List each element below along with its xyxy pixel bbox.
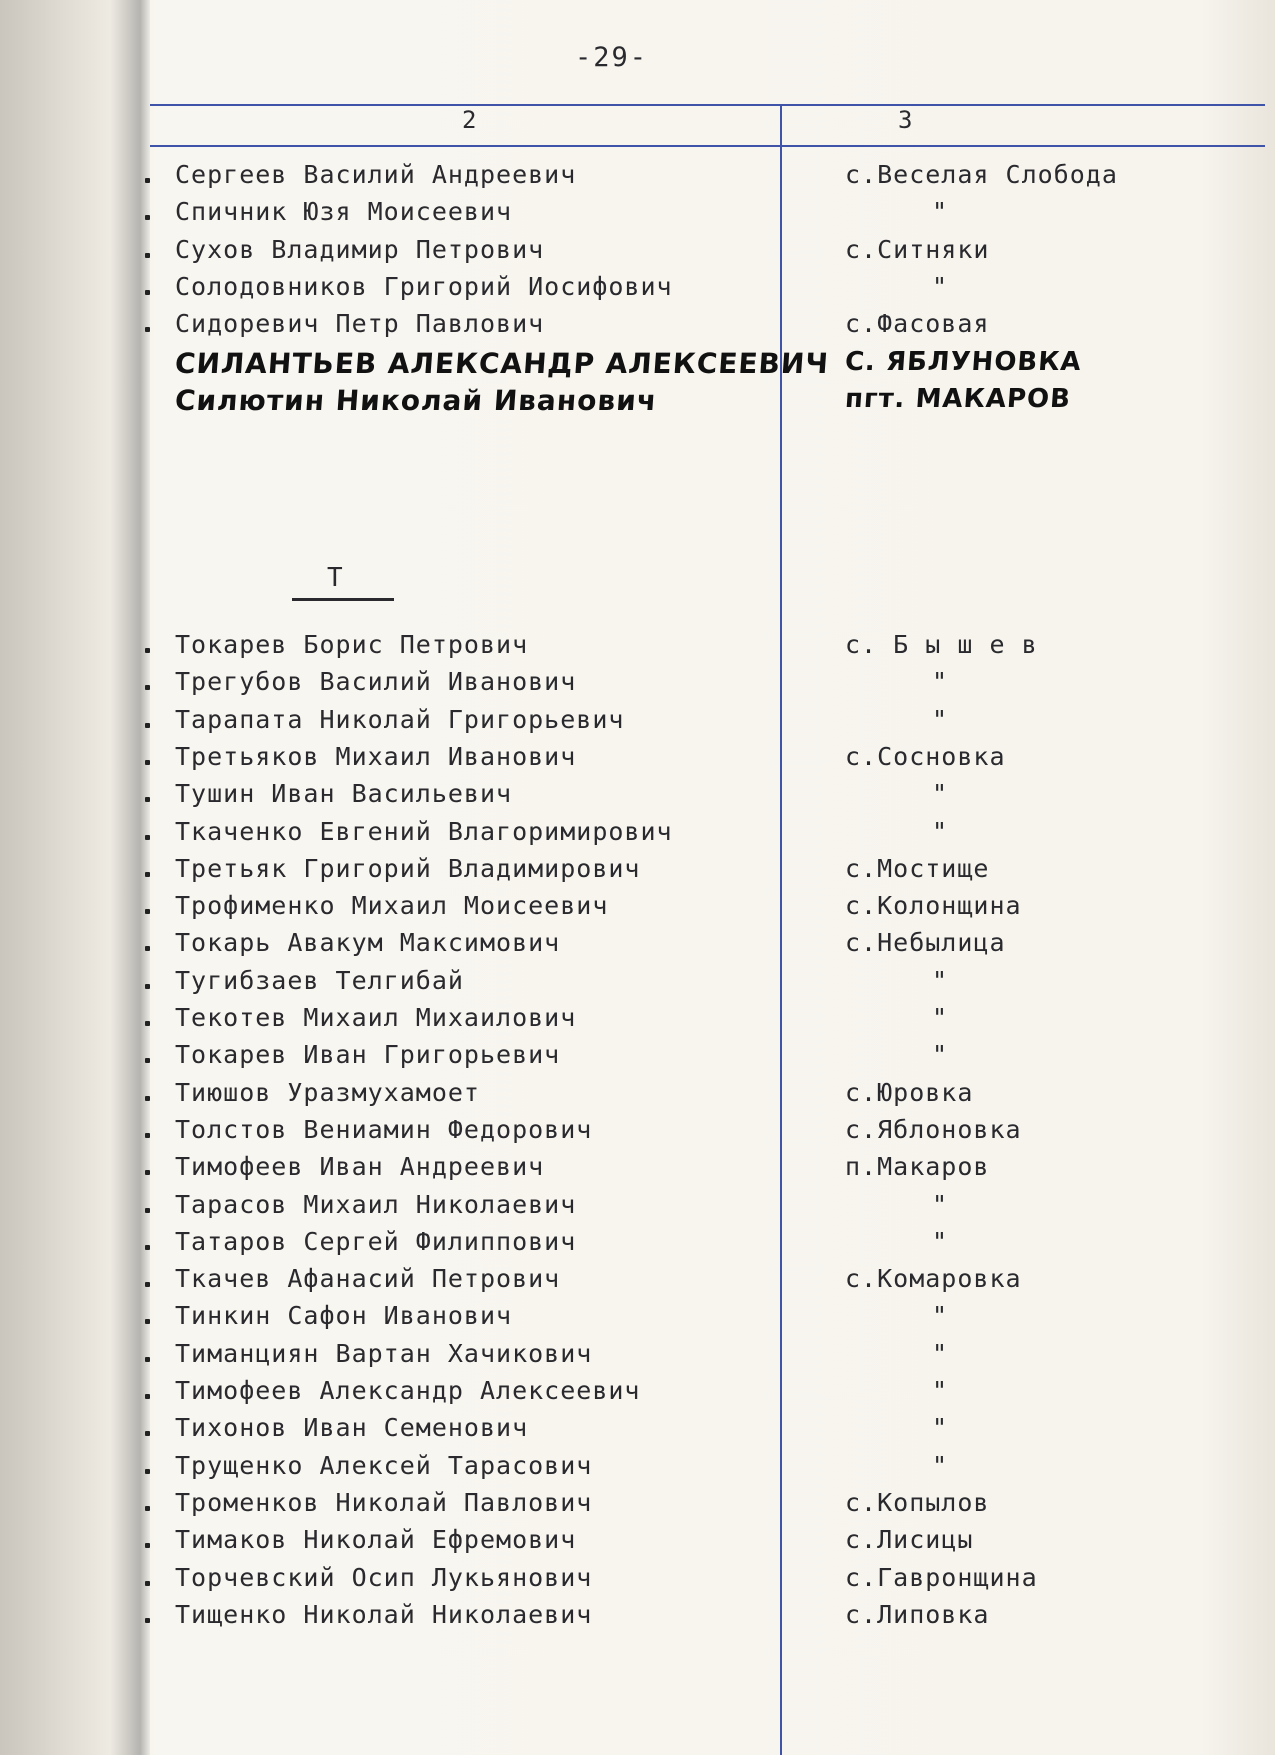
- person-name: Трофименко Михаил Моисеевич: [175, 891, 609, 921]
- person-name: Тарасов Михаил Николаевич: [175, 1189, 577, 1219]
- bullet-mark: [145, 648, 150, 653]
- bullet-mark: [145, 327, 150, 332]
- place-name: ": [932, 1189, 949, 1219]
- place-name: с.Мостище: [845, 853, 990, 883]
- place-name: ": [932, 965, 949, 995]
- list-item: [0, 1038, 1275, 1074]
- bullet-mark: [145, 1170, 150, 1175]
- bullet-mark: [145, 909, 150, 914]
- bullet-mark: [145, 215, 150, 220]
- bullet-mark: [145, 723, 150, 728]
- bullet-mark: [145, 290, 150, 295]
- person-name: Тимофеев Александр Алексеевич: [175, 1376, 641, 1405]
- place-name: п.Макаров: [845, 1152, 990, 1182]
- list-item: [0, 740, 1275, 776]
- person-name: Ткаченко Евгений Влагоримирович: [175, 816, 673, 846]
- place-name: ": [932, 197, 949, 227]
- bullet-mark: [145, 835, 150, 840]
- place-name: с.Сосновка: [845, 741, 1006, 771]
- person-name: Торчевский Осип Лукьянович: [175, 1562, 593, 1592]
- place-name: с.Веселая Слобода: [845, 160, 1118, 189]
- place-name: ": [932, 1040, 949, 1070]
- person-name: Трегубов Василий Иванович: [175, 667, 577, 697]
- list-item: [0, 195, 1275, 231]
- person-name: Третьяков Михаил Иванович: [175, 741, 577, 771]
- bullet-mark: [145, 1282, 150, 1287]
- list-item: [0, 889, 1275, 925]
- list-item: [0, 1262, 1275, 1298]
- place-name: ": [932, 1301, 949, 1331]
- bullet-mark: [145, 1618, 150, 1623]
- place-name: с.Яблоновка: [845, 1114, 1022, 1144]
- place-name: ": [932, 1450, 949, 1480]
- place-name: ": [932, 1413, 949, 1443]
- bullet-mark: [145, 1469, 150, 1474]
- person-name: Солодовников Григорий Иосифович: [175, 271, 673, 301]
- list-item: [0, 1523, 1275, 1559]
- page-number: -29-: [575, 42, 649, 73]
- list-item: [0, 270, 1275, 306]
- place-name: ": [932, 1376, 949, 1405]
- list-item: [0, 233, 1275, 269]
- bullet-mark: [145, 1394, 150, 1399]
- list-item: [0, 777, 1275, 813]
- place-name: ": [932, 1003, 949, 1032]
- table-header-rule: [150, 145, 1265, 147]
- place-name: с.Гавронщина: [845, 1562, 1038, 1592]
- place-name: пгт. МАКАРОВ: [843, 383, 1072, 414]
- person-name: Тарапата Николай Григорьевич: [175, 704, 625, 734]
- list-item: [0, 1113, 1275, 1149]
- column-header-3: 3: [898, 106, 913, 134]
- person-name: Тимофеев Иван Андреевич: [175, 1152, 545, 1182]
- person-name: Спичник Юзя Моисеевич: [175, 197, 513, 227]
- person-name: Тихонов Иван Семенович: [175, 1413, 529, 1443]
- place-name: ": [932, 704, 949, 734]
- list-item: [0, 703, 1275, 739]
- person-name: Токарев Иван Григорьевич: [175, 1040, 561, 1070]
- bullet-mark: [145, 1506, 150, 1511]
- bullet-mark: [145, 1021, 150, 1026]
- list-item: [0, 1411, 1275, 1447]
- place-name: ": [932, 779, 949, 809]
- list-item: [0, 815, 1275, 851]
- place-name: с.Липовка: [845, 1599, 990, 1629]
- list-item: [0, 964, 1275, 1000]
- person-name: Токарев Борис Петрович: [175, 630, 529, 659]
- bullet-mark: [145, 1208, 150, 1213]
- bullet-mark: [145, 253, 150, 258]
- person-name: Трущенко Алексей Тарасович: [175, 1450, 593, 1480]
- place-name: с.Лисицы: [845, 1525, 974, 1555]
- bullet-mark: [145, 1543, 150, 1548]
- place-name: ": [932, 667, 949, 697]
- person-name: Тинкин Сафон Иванович: [175, 1301, 513, 1331]
- place-name: с.Комаровка: [845, 1264, 1022, 1294]
- person-name: Токарь Авакум Максимович: [175, 928, 561, 958]
- bullet-mark: [145, 872, 150, 877]
- bullet-mark: [145, 984, 150, 989]
- person-name: Тиманциян Вартан Хачикович: [175, 1338, 593, 1368]
- person-name: Татаров Сергей Филиппович: [175, 1226, 577, 1256]
- person-name: Тимаков Николай Ефремович: [175, 1525, 577, 1555]
- place-name: с.Ситняки: [845, 234, 990, 264]
- list-item: [0, 1150, 1275, 1186]
- bullet-mark: [145, 760, 150, 765]
- bullet-mark: [145, 685, 150, 690]
- bullet-mark: [145, 1357, 150, 1362]
- person-name: Троменков Николай Павлович: [175, 1487, 593, 1517]
- section-letter: Т: [327, 563, 343, 593]
- list-item: [0, 307, 1275, 343]
- place-name: С. ЯБЛУНОВКА: [843, 346, 1083, 377]
- list-item: [0, 852, 1275, 888]
- place-name: ": [932, 816, 949, 846]
- list-item: [0, 382, 1275, 418]
- list-item: [0, 1486, 1275, 1522]
- place-name: ": [932, 1226, 949, 1256]
- place-name: с. Б ы ш е в: [845, 630, 1038, 659]
- place-name: с.Колонщина: [845, 891, 1022, 921]
- person-name: Сидоревич Петр Павлович: [175, 309, 545, 339]
- person-name: Сергеев Василий Андреевич: [175, 160, 577, 189]
- list-item: [0, 1299, 1275, 1335]
- bullet-mark: [145, 1245, 150, 1250]
- bullet-mark: [145, 797, 150, 802]
- bullet-mark: [145, 1133, 150, 1138]
- place-name: с.Фасовая: [845, 309, 990, 339]
- person-name: Тищенко Николай Николаевич: [175, 1599, 593, 1629]
- list-item: [0, 1001, 1275, 1037]
- section-letter-underline: [292, 598, 394, 601]
- place-name: с.Копылов: [845, 1487, 990, 1517]
- place-name: с.Небылица: [845, 928, 1006, 958]
- person-name: Третьяк Григорий Владимирович: [175, 853, 641, 883]
- list-item: [0, 926, 1275, 962]
- person-name: Силютин Николай Иванович: [173, 383, 659, 417]
- person-name: Тугибзаев Телгибай: [175, 965, 464, 995]
- list-item: [0, 1076, 1275, 1112]
- person-name: СИЛАНТЬЕВ АЛЕКСАНДР АЛЕКСЕЕВИЧ: [173, 346, 831, 380]
- list-item: [0, 1561, 1275, 1597]
- person-name: Тушин Иван Васильевич: [175, 779, 513, 809]
- list-item: [0, 1374, 1275, 1410]
- list-item: [0, 158, 1275, 194]
- bullet-mark: [145, 946, 150, 951]
- table-top-rule: [150, 104, 1265, 106]
- list-item: [0, 1337, 1275, 1373]
- column-header-2: 2: [462, 106, 477, 134]
- person-name: Ткачев Афанасий Петрович: [175, 1264, 561, 1294]
- list-item: [0, 665, 1275, 701]
- place-name: ": [932, 271, 949, 301]
- bullet-mark: [145, 1319, 150, 1324]
- person-name: Толстов Вениамин Федорович: [175, 1114, 593, 1144]
- person-name: Сухов Владимир Петрович: [175, 234, 545, 264]
- bullet-mark: [145, 178, 150, 183]
- bullet-mark: [145, 1096, 150, 1101]
- list-item: [0, 345, 1275, 381]
- list-item: [0, 1188, 1275, 1224]
- bullet-mark: [145, 1581, 150, 1586]
- bullet-mark: [145, 1058, 150, 1063]
- place-name: с.Юровка: [845, 1077, 974, 1107]
- place-name: ": [932, 1338, 949, 1368]
- person-name: Текотев Михаил Михаилович: [175, 1003, 577, 1032]
- list-item: [0, 1225, 1275, 1261]
- bullet-mark: [145, 1431, 150, 1436]
- list-item: [0, 1449, 1275, 1485]
- list-item: [0, 1598, 1275, 1634]
- list-item: [0, 628, 1275, 664]
- person-name: Тиюшов Уразмухамоет: [175, 1077, 480, 1107]
